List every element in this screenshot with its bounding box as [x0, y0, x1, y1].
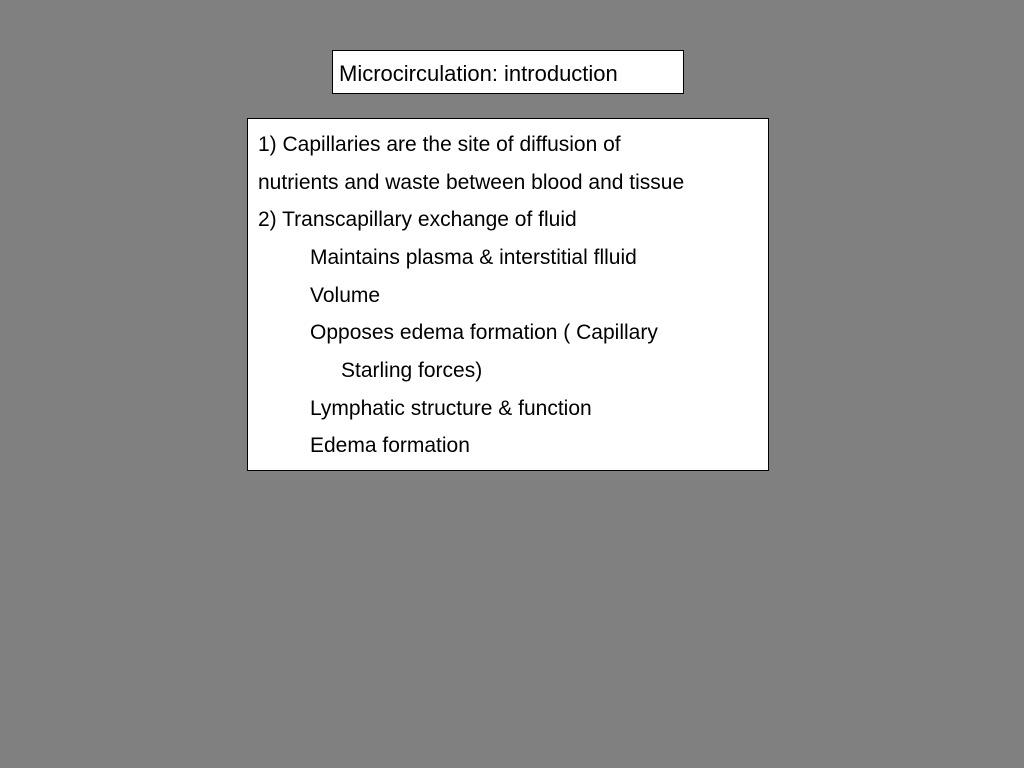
content-line-9: Edema formation	[310, 434, 470, 457]
content-line-2: nutrients and waste between blood and tissue	[258, 171, 685, 194]
content-line-1: 1) Capillaries are the site of diffusion of	[258, 133, 621, 156]
title-box	[332, 50, 684, 94]
content-line-8: Lymphatic structure & function	[310, 397, 592, 420]
content-line-3: 2) Transcapillary exchange of fluid	[258, 208, 577, 231]
content-line-5: Volume	[310, 284, 381, 307]
slide-title: Microcirculation: introduction	[339, 61, 618, 86]
content-line-6: Opposes edema formation ( Capillary	[310, 321, 658, 344]
content-box	[247, 118, 769, 471]
content-line-7: Starling forces)	[341, 359, 483, 382]
content-line-4: Maintains plasma & interstitial flluid	[310, 246, 637, 269]
